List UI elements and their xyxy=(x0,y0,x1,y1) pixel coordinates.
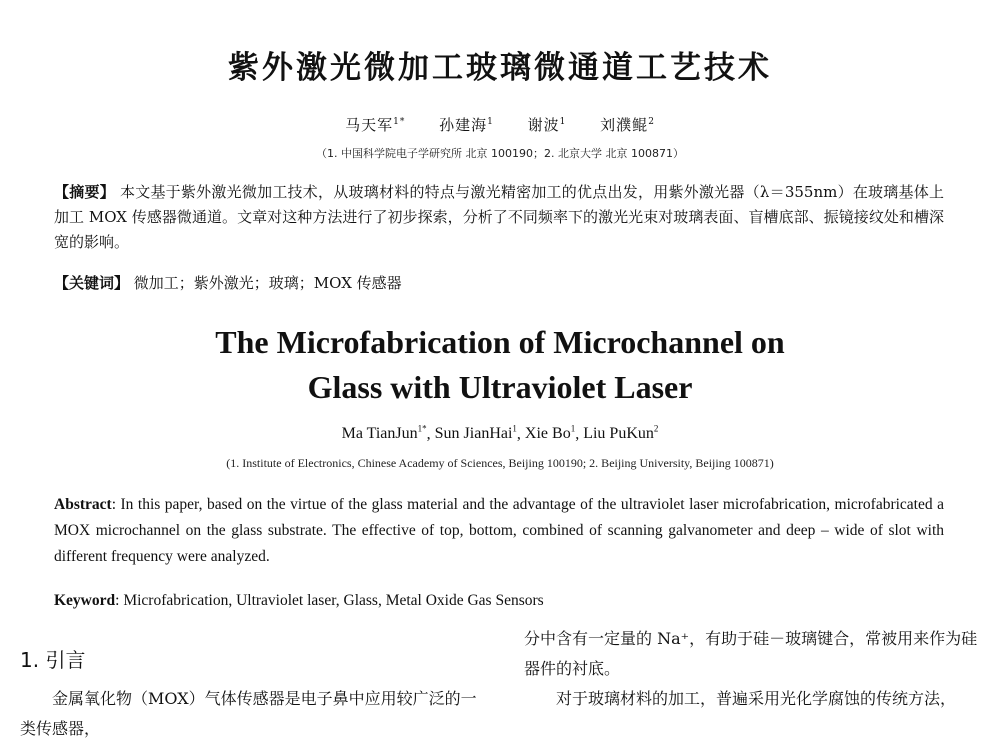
abstract-en-label: Abstract xyxy=(54,496,112,513)
abstract-en: Abstract: In this paper, based on the virtue of the glass material and the advantage of the ultraviolet laser microfabrication, microfabricated a MOX microchannel on the glass substrate. The effective of top, bottom, combined of scanning galvanometer and deep – wide of slot with different frequency were analyzed. xyxy=(54,496,944,565)
paper-title-en xyxy=(0,320,1000,410)
keywords-cn-label: 【关键词】 xyxy=(54,274,130,292)
abstract-cn-text: 本文基于紫外激光微加工技术，从玻璃材料的特点与激光精密加工的优点出发，用紫外激光器（λ＝355nm）在玻璃基体上加工 MOX 传感器微通道。文章对这种方法进行了初步探索，分析了不同频率下的激光光束对玻璃表面、盲槽底部、振镜接纹处和槽深宽的影响。 xyxy=(54,183,944,251)
left-column xyxy=(20,684,485,744)
abstract-cn xyxy=(54,180,944,255)
paper-title-en-line1: The Microfabrication of Microchannel on xyxy=(215,324,785,360)
keywords-en: Keyword: Microfabrication, Ultraviolet laser, Glass, Metal Oxide Gas Sensors xyxy=(54,592,544,609)
paper-title-en-line2: Glass with Ultraviolet Laser xyxy=(307,369,693,405)
section-heading: 1. 引言 xyxy=(20,648,86,672)
paper-title-cn: 紫外激光微加工玻璃微通道工艺技术 xyxy=(228,50,772,86)
author-en: Liu PuKun$^2$ xyxy=(583,424,659,443)
abstract-en-text: In this paper, based on the virtue of the glass material and the advantage of the ultraviolet laser microfabrication, microfabricated a MOX microchannel on the glass substrate. The effective of top, bottom, combined of scanning galvanometer and deep – wide of slot with different frequency were analyzed. xyxy=(54,496,944,565)
author-cn: 谢波$^1$ xyxy=(527,116,567,134)
keywords-cn xyxy=(54,271,944,296)
right-column-paragraph-2: 对于玻璃材料的加工，普遍采用光化学腐蚀的传统方法， xyxy=(556,689,957,708)
authors-en: Ma TianJun$^{1*}$, Sun JianHai$^1$, Xie Bo$^1$, Liu PuKun$^2$ xyxy=(341,424,659,443)
keywords-en-text: Microfabrication, Ultraviolet laser, Glass, Metal Oxide Gas Sensors xyxy=(123,592,544,609)
keywords-en-label: Keyword xyxy=(54,592,116,609)
right-column xyxy=(524,624,984,714)
left-column-paragraph: 金属氧化物（MOX）气体传感器是电子鼻中应用较广泛的一类传感器， xyxy=(20,689,477,738)
authors-cn xyxy=(0,114,1000,135)
author-cn: 马天军$^{1*}$ xyxy=(345,116,406,134)
author-en: Ma TianJun$^{1*}$ xyxy=(341,424,427,443)
author-en: Sun JianHai$^1$ xyxy=(434,424,517,443)
affiliation-en: (1. Institute of Electronics, Chinese Academy of Sciences, Beijing 100190; 2. Beijing University, Beijing 100871) xyxy=(226,456,774,470)
author-en: Xie Bo$^1$ xyxy=(524,424,576,443)
keywords-cn-text: 微加工；紫外激光；玻璃；MOX 传感器 xyxy=(133,274,402,292)
author-cn: 孙建海$^1$ xyxy=(439,116,494,134)
author-cn: 刘濮鲲$^2$ xyxy=(600,116,655,134)
abstract-cn-label: 【摘要】 xyxy=(54,183,115,201)
right-column-paragraph-1: 分中含有一定量的 Na⁺，有助于硅－玻璃键合，常被用来作为硅器件的衬底。 xyxy=(524,629,978,678)
affiliation-cn: （1. 中国科学院电子学研究所 北京 100190；2. 北京大学 北京 100871） xyxy=(316,147,684,160)
